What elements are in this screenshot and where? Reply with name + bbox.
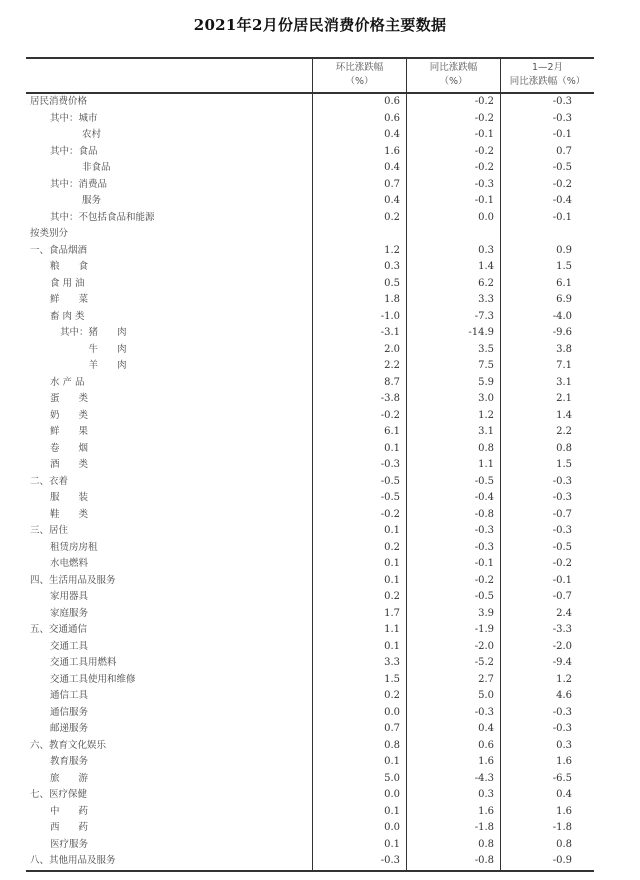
row-value-ytd: -0.3 — [500, 721, 594, 738]
row-value-yoy: 1.6 — [406, 804, 500, 821]
row-value-mom: 3.3 — [312, 655, 406, 672]
row-value-yoy: 2.7 — [406, 672, 500, 689]
row-value-mom: 0.7 — [312, 177, 406, 194]
row-value-yoy: 3.9 — [406, 606, 500, 623]
row-value-yoy: -4.3 — [406, 771, 500, 788]
row-value-ytd: 0.9 — [500, 243, 594, 260]
table-row — [26, 457, 594, 474]
table-row — [26, 358, 594, 375]
row-value-mom: -1.0 — [312, 309, 406, 326]
header-yoy — [406, 59, 500, 92]
row-value-yoy: 5.0 — [406, 688, 500, 705]
row-value-yoy: -0.3 — [406, 705, 500, 722]
table-row — [26, 193, 594, 210]
row-value-yoy: -0.2 — [406, 111, 500, 128]
row-value-mom: 1.2 — [312, 243, 406, 260]
header-ytd-line1: 1—2月 — [531, 62, 564, 73]
row-value-ytd: -0.3 — [500, 490, 594, 507]
table-row — [26, 325, 594, 342]
row-value-ytd: -0.1 — [500, 573, 594, 590]
row-value-yoy — [406, 226, 500, 243]
row-value-mom: 0.4 — [312, 127, 406, 144]
row-value-ytd: 0.7 — [500, 144, 594, 161]
table-row — [26, 259, 594, 276]
cpi-data-table — [26, 57, 594, 872]
row-value-yoy: 7.5 — [406, 358, 500, 375]
row-value-yoy: 1.2 — [406, 408, 500, 425]
row-label: 其中：消费品 — [50, 178, 108, 190]
table-row — [26, 424, 594, 441]
row-value-yoy: 5.9 — [406, 375, 500, 392]
row-value-yoy: 6.2 — [406, 276, 500, 293]
row-value-mom: 0.0 — [312, 705, 406, 722]
row-value-ytd: 0.4 — [500, 787, 594, 804]
row-label: 医疗服务 — [50, 838, 89, 850]
header-yoy-line2: （%） — [439, 76, 468, 87]
row-label: 交通工具使用和维修 — [50, 673, 136, 685]
row-value-yoy: 0.6 — [406, 738, 500, 755]
table-row — [26, 226, 594, 243]
table-row — [26, 292, 594, 309]
row-value-yoy: -0.3 — [406, 177, 500, 194]
row-value-yoy: -0.1 — [406, 193, 500, 210]
row-value-mom: 1.7 — [312, 606, 406, 623]
row-value-yoy: 3.1 — [406, 424, 500, 441]
row-value-ytd: 6.1 — [500, 276, 594, 293]
row-value-yoy: 1.4 — [406, 259, 500, 276]
row-value-mom: -3.1 — [312, 325, 406, 342]
row-value-ytd: -0.4 — [500, 193, 594, 210]
row-value-mom: 0.2 — [312, 540, 406, 557]
table-row — [26, 622, 594, 639]
row-label: 三、居住 — [30, 525, 69, 536]
row-value-yoy: 0.4 — [406, 721, 500, 738]
row-value-mom: 1.5 — [312, 672, 406, 689]
row-label: 二、衣着 — [30, 475, 69, 487]
row-value-mom: 0.2 — [312, 589, 406, 606]
row-value-yoy: 0.3 — [406, 243, 500, 260]
row-value-ytd: -0.2 — [500, 177, 594, 194]
table-row — [26, 111, 594, 128]
row-value-yoy: -0.4 — [406, 490, 500, 507]
row-label: 八、其他用品及服务 — [30, 855, 116, 866]
row-value-mom: 5.0 — [312, 771, 406, 788]
row-value-ytd: 7.1 — [500, 358, 594, 375]
row-label: 奶 类 — [50, 409, 89, 421]
row-label: 其中：不包括食品和能源 — [50, 211, 155, 223]
row-value-mom: 0.1 — [312, 556, 406, 573]
row-value-mom: 0.1 — [312, 573, 406, 590]
row-label: 交通工具 — [50, 640, 89, 652]
row-label: 食 用 油 — [50, 277, 85, 289]
row-label: 西 药 — [50, 822, 89, 833]
row-value-yoy: 0.8 — [406, 837, 500, 854]
row-value-ytd: 0.8 — [500, 441, 594, 458]
row-value-ytd: -0.7 — [500, 507, 594, 524]
table-row — [26, 523, 594, 540]
row-label: 其中：食品 — [50, 145, 98, 157]
row-label: 鲜 果 — [50, 426, 89, 437]
row-value-ytd: -4.0 — [500, 309, 594, 326]
table-header — [26, 59, 594, 94]
row-value-ytd: 1.6 — [500, 754, 594, 771]
row-label: 五、交通通信 — [30, 624, 88, 635]
table-row — [26, 490, 594, 507]
table-row — [26, 177, 594, 194]
row-label: 旅 游 — [50, 772, 89, 784]
row-label: 水 产 品 — [50, 376, 85, 388]
header-mom-line2: （%） — [345, 76, 374, 87]
table-row — [26, 655, 594, 672]
table-row — [26, 787, 594, 804]
row-value-ytd: 1.2 — [500, 672, 594, 689]
table-row — [26, 408, 594, 425]
table-row — [26, 688, 594, 705]
row-value-ytd: -0.5 — [500, 160, 594, 177]
table-row — [26, 589, 594, 606]
row-value-yoy: 3.5 — [406, 342, 500, 359]
row-value-ytd: -9.4 — [500, 655, 594, 672]
row-label: 交通工具用燃料 — [50, 657, 117, 668]
row-label: 七、医疗保健 — [30, 789, 88, 800]
row-value-mom: 2.2 — [312, 358, 406, 375]
row-value-mom: 0.8 — [312, 738, 406, 755]
row-value-ytd: 4.6 — [500, 688, 594, 705]
page-title: 2021年2月份居民消费价格主要数据 — [193, 16, 447, 34]
row-value-ytd — [500, 226, 594, 243]
table-row — [26, 556, 594, 573]
row-label: 水电燃料 — [50, 558, 89, 569]
row-value-mom: 0.1 — [312, 639, 406, 656]
row-value-mom: 0.0 — [312, 820, 406, 837]
row-value-mom: 0.1 — [312, 804, 406, 821]
row-value-mom: 1.1 — [312, 622, 406, 639]
row-label: 六、教育文化娱乐 — [30, 739, 107, 751]
header-yoy-line1: 同比涨跌幅 — [429, 62, 478, 73]
row-value-yoy: 0.8 — [406, 441, 500, 458]
row-value-ytd: -2.0 — [500, 639, 594, 656]
row-value-yoy: 0.0 — [406, 210, 500, 227]
table-row — [26, 853, 594, 870]
row-value-ytd: -0.3 — [500, 705, 594, 722]
row-value-yoy: -14.9 — [406, 325, 500, 342]
table-row — [26, 243, 594, 260]
table-row — [26, 391, 594, 408]
row-value-ytd: -3.3 — [500, 622, 594, 639]
table-row — [26, 375, 594, 392]
header-mom-line1: 环比涨跌幅 — [335, 62, 384, 73]
table-row — [26, 754, 594, 771]
row-value-yoy: -0.8 — [406, 507, 500, 524]
row-value-mom — [312, 226, 406, 243]
header-ytd-line2: 同比涨跌幅（%） — [509, 76, 586, 87]
row-value-mom: 1.6 — [312, 144, 406, 161]
header-label-cell — [26, 59, 312, 92]
row-value-mom: -0.3 — [312, 853, 406, 870]
row-value-yoy: 3.3 — [406, 292, 500, 309]
row-value-ytd: -0.3 — [500, 94, 594, 111]
row-value-mom: -0.3 — [312, 457, 406, 474]
row-value-yoy: -5.2 — [406, 655, 500, 672]
row-value-mom: 0.1 — [312, 441, 406, 458]
row-value-yoy: -0.2 — [406, 144, 500, 161]
row-value-yoy: 3.0 — [406, 391, 500, 408]
row-value-mom: 0.1 — [312, 837, 406, 854]
row-label: 蛋 类 — [50, 393, 89, 404]
row-value-mom: -0.5 — [312, 474, 406, 491]
table-row — [26, 342, 594, 359]
row-value-mom: 2.0 — [312, 342, 406, 359]
row-value-ytd: 3.1 — [500, 375, 594, 392]
row-label: 农村 — [82, 129, 102, 140]
row-value-ytd: -0.1 — [500, 127, 594, 144]
row-value-mom: 0.1 — [312, 754, 406, 771]
row-value-yoy: -0.5 — [406, 474, 500, 491]
table-row — [26, 507, 594, 524]
row-value-ytd: 3.8 — [500, 342, 594, 359]
row-label: 非食品 — [82, 162, 111, 173]
row-value-yoy: 0.3 — [406, 787, 500, 804]
table-row — [26, 721, 594, 738]
row-value-mom: 8.7 — [312, 375, 406, 392]
row-value-yoy: 1.6 — [406, 754, 500, 771]
row-value-mom: 1.8 — [312, 292, 406, 309]
row-value-mom: 0.1 — [312, 523, 406, 540]
table-row — [26, 540, 594, 557]
row-value-yoy: -2.0 — [406, 639, 500, 656]
table-row — [26, 276, 594, 293]
row-value-mom: 0.4 — [312, 193, 406, 210]
table-row — [26, 441, 594, 458]
row-value-ytd: -0.3 — [500, 523, 594, 540]
row-value-yoy: -0.5 — [406, 589, 500, 606]
row-label: 邮递服务 — [50, 723, 89, 734]
row-value-mom: -3.8 — [312, 391, 406, 408]
row-label: 租赁房房租 — [50, 541, 98, 553]
row-value-ytd: 2.4 — [500, 606, 594, 623]
table-row — [26, 771, 594, 788]
table-body — [26, 94, 594, 870]
row-value-mom: -0.5 — [312, 490, 406, 507]
row-value-ytd: -9.6 — [500, 325, 594, 342]
row-value-ytd: 1.5 — [500, 457, 594, 474]
row-value-ytd: 2.2 — [500, 424, 594, 441]
header-mom — [312, 59, 406, 92]
table-row — [26, 309, 594, 326]
table-row — [26, 474, 594, 491]
table-row — [26, 837, 594, 854]
row-value-yoy: 1.1 — [406, 457, 500, 474]
row-value-mom: 0.2 — [312, 688, 406, 705]
row-value-ytd: 0.8 — [500, 837, 594, 854]
row-value-mom: -0.2 — [312, 408, 406, 425]
row-value-mom: 0.6 — [312, 111, 406, 128]
row-value-mom: 0.2 — [312, 210, 406, 227]
table-row — [26, 738, 594, 755]
row-value-yoy: -7.3 — [406, 309, 500, 326]
row-value-ytd: 6.9 — [500, 292, 594, 309]
row-value-ytd: -6.5 — [500, 771, 594, 788]
row-value-yoy: -0.1 — [406, 127, 500, 144]
row-value-mom: -0.2 — [312, 507, 406, 524]
row-value-ytd: -1.8 — [500, 820, 594, 837]
row-value-ytd: 1.4 — [500, 408, 594, 425]
row-value-ytd: 2.1 — [500, 391, 594, 408]
row-value-ytd: -0.3 — [500, 111, 594, 128]
row-label: 鞋 类 — [50, 508, 89, 520]
row-value-mom: 0.4 — [312, 160, 406, 177]
row-label: 牛 肉 — [60, 343, 127, 355]
row-label: 其中：城市 — [50, 112, 98, 124]
table-row — [26, 820, 594, 837]
table-row — [26, 804, 594, 821]
row-value-ytd: -0.1 — [500, 210, 594, 227]
row-label: 通信服务 — [50, 706, 89, 718]
table-row — [26, 573, 594, 590]
row-value-ytd: 1.6 — [500, 804, 594, 821]
row-label: 粮 食 — [50, 261, 89, 272]
row-value-yoy: -0.1 — [406, 556, 500, 573]
row-value-mom: 0.6 — [312, 94, 406, 111]
row-value-ytd: -0.3 — [500, 474, 594, 491]
row-label: 四、生活用品及服务 — [30, 574, 116, 586]
table-row — [26, 144, 594, 161]
row-value-ytd: 0.3 — [500, 738, 594, 755]
row-value-mom: 0.7 — [312, 721, 406, 738]
row-value-ytd: -0.2 — [500, 556, 594, 573]
row-value-yoy: -0.3 — [406, 540, 500, 557]
header-ytd — [500, 59, 594, 92]
table-row — [26, 672, 594, 689]
row-value-yoy: -0.8 — [406, 853, 500, 870]
row-value-yoy: -0.2 — [406, 160, 500, 177]
row-value-ytd: -0.5 — [500, 540, 594, 557]
row-value-mom: 0.0 — [312, 787, 406, 804]
row-value-yoy: -0.3 — [406, 523, 500, 540]
row-label: 鲜 菜 — [50, 294, 89, 305]
row-label: 按类别分 — [30, 228, 69, 239]
table-row — [26, 705, 594, 722]
table-row — [26, 127, 594, 144]
row-value-yoy: -1.8 — [406, 820, 500, 837]
row-value-mom: 6.1 — [312, 424, 406, 441]
row-value-mom: 0.3 — [312, 259, 406, 276]
row-value-ytd: 1.5 — [500, 259, 594, 276]
row-label: 家庭服务 — [50, 607, 89, 619]
row-label: 通信工具 — [50, 690, 89, 701]
row-label: 其中：猪 肉 — [60, 327, 127, 338]
row-label: 家用器具 — [50, 591, 89, 602]
table-row — [26, 94, 594, 111]
row-value-yoy: -1.9 — [406, 622, 500, 639]
row-label: 酒 类 — [50, 459, 89, 470]
table-row — [26, 639, 594, 656]
row-label: 居民消费价格 — [30, 96, 88, 107]
row-value-ytd: -0.9 — [500, 853, 594, 870]
row-label: 教育服务 — [50, 756, 89, 767]
row-value-mom: 0.5 — [312, 276, 406, 293]
row-label: 卷 烟 — [50, 442, 89, 454]
table-row — [26, 606, 594, 623]
table-row — [26, 210, 594, 227]
row-value-yoy: -0.2 — [406, 573, 500, 590]
row-label: 羊 肉 — [60, 360, 127, 371]
row-label: 中 药 — [50, 805, 89, 817]
row-value-yoy: -0.2 — [406, 94, 500, 111]
row-value-ytd: -0.7 — [500, 589, 594, 606]
row-label: 服务 — [82, 195, 102, 206]
row-label: 服 装 — [50, 492, 89, 503]
row-label: 畜 肉 类 — [50, 310, 85, 322]
table-row — [26, 160, 594, 177]
row-label: 一、食品烟酒 — [30, 244, 88, 256]
